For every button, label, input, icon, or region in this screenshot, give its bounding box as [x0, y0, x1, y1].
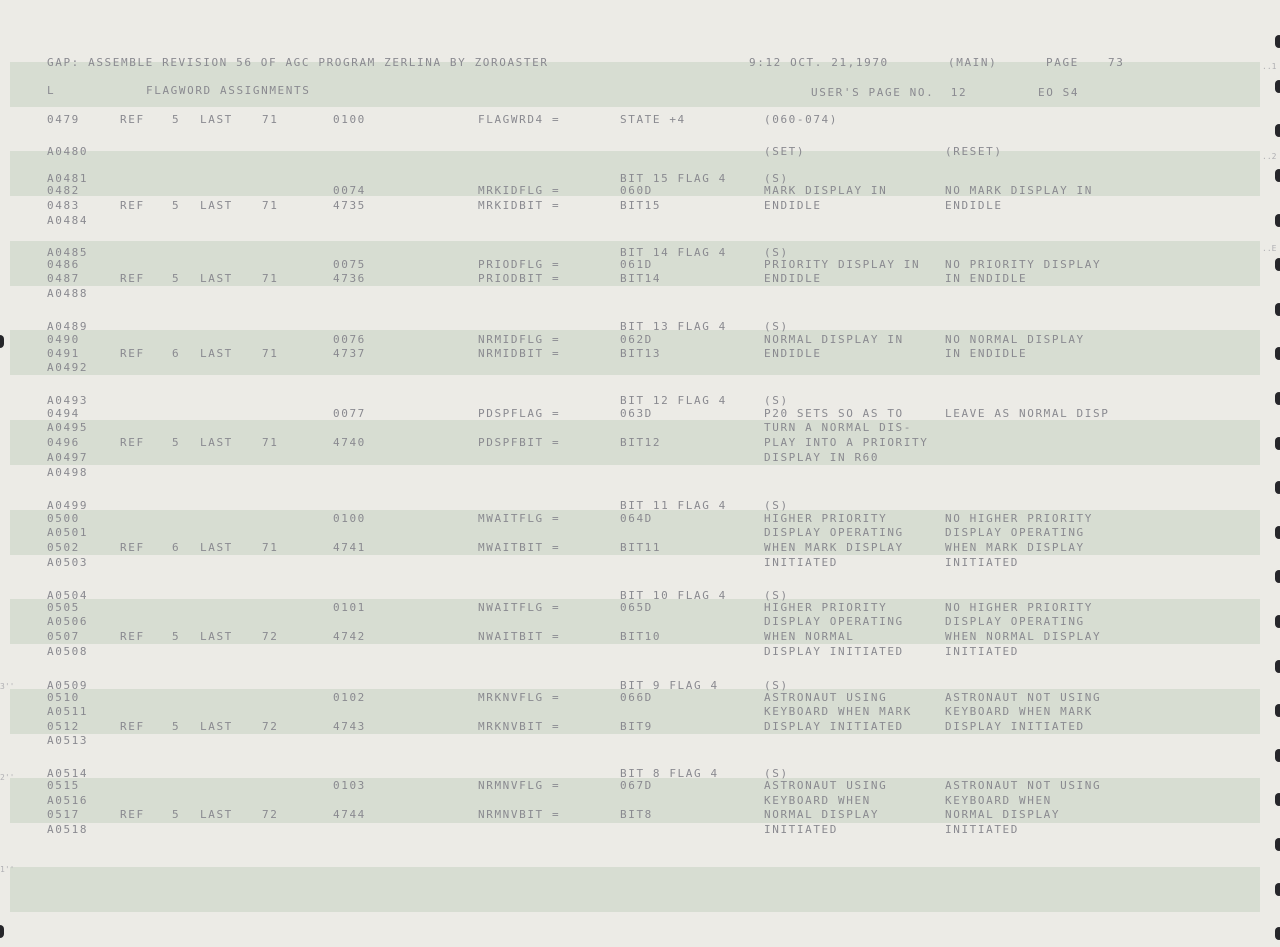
octal-code: 4735 [333, 199, 366, 212]
line-location: A0509 [47, 679, 89, 692]
comment-set: KEYBOARD WHEN MARK [764, 705, 913, 718]
last-line: 71 [262, 199, 279, 212]
comment-reset: ASTRONAUT NOT USING [945, 779, 1102, 792]
line-location: 0496 [47, 436, 80, 449]
line-location: A0493 [47, 394, 89, 407]
listing-row [0, 146, 1280, 161]
comment-reset: WHEN NORMAL DISPLAY [945, 630, 1102, 643]
ref-label: REF [120, 630, 145, 643]
users-page-number: USER'S PAGE NO. 12 [811, 86, 968, 99]
comment-set: ENDIDLE [764, 199, 822, 212]
comment-reset: NORMAL DISPLAY [945, 808, 1061, 821]
octal-code: 0101 [333, 601, 366, 614]
last-line: 72 [262, 630, 279, 643]
comment-set: (S) [764, 246, 789, 259]
feed-hole [1275, 660, 1280, 673]
symbol-equate: MRKIDBIT = [478, 199, 561, 212]
last-line: 72 [262, 720, 279, 733]
line-location: 0486 [47, 258, 80, 271]
listing-row [0, 602, 1280, 617]
comment-reset: NO HIGHER PRIORITY [945, 512, 1094, 525]
octal-code: 0074 [333, 184, 366, 197]
listing-row [0, 200, 1280, 215]
feed-hole [0, 925, 4, 938]
line-location: A0492 [47, 361, 89, 374]
comment-set: ASTRONAUT USING [764, 691, 888, 704]
listing-row [0, 780, 1280, 795]
equate-value: BIT10 [620, 630, 662, 643]
equate-value: 061D [620, 258, 653, 271]
comment-reset: ASTRONAUT NOT USING [945, 691, 1102, 704]
symbol-equate: NWAITFLG = [478, 601, 561, 614]
comment-set: ENDIDLE [764, 347, 822, 360]
line-location: A0503 [47, 556, 89, 569]
equate-value: 065D [620, 601, 653, 614]
comment-set: DISPLAY IN R60 [764, 451, 880, 464]
margin-tick: 3'' [0, 682, 15, 691]
symbol-equate: MWAITFLG = [478, 512, 561, 525]
comment-set: HIGHER PRIORITY [764, 601, 888, 614]
last-line: 71 [262, 541, 279, 554]
comment-reset: DISPLAY OPERATING [945, 526, 1085, 539]
equate-value: BIT 8 FLAG 4 [620, 767, 719, 780]
equate-value: BIT 15 FLAG 4 [620, 172, 727, 185]
equate-value: 060D [620, 184, 653, 197]
green-bar [10, 867, 1260, 912]
equate-value: BIT 12 FLAG 4 [620, 394, 727, 407]
line-location: 0483 [47, 199, 80, 212]
margin-tick: ..2 [1262, 152, 1277, 161]
line-location: 0482 [47, 184, 80, 197]
symbol-equate: NRMIDFLG = [478, 333, 561, 346]
ref-label: REF [120, 272, 145, 285]
ref-count: 6 [172, 541, 181, 554]
feed-hole [1275, 615, 1280, 628]
eo-marker: EO S4 [1038, 86, 1080, 99]
line-location: A0518 [47, 823, 89, 836]
line-location: A0514 [47, 767, 89, 780]
listing-row [0, 824, 1280, 839]
feed-hole [1275, 883, 1280, 896]
listing-row [0, 467, 1280, 482]
symbol-equate: PRIODBIT = [478, 272, 561, 285]
comment-set: NORMAL DISPLAY IN [764, 333, 904, 346]
equate-value: STATE +4 [620, 113, 686, 126]
comment-set: DISPLAY OPERATING [764, 615, 904, 628]
octal-code: 4742 [333, 630, 366, 643]
equate-value: BIT 11 FLAG 4 [620, 499, 727, 512]
comment-set: (S) [764, 499, 789, 512]
comment-set: DISPLAY INITIATED [764, 645, 904, 658]
feed-hole [1275, 927, 1280, 940]
comment-reset: ENDIDLE [945, 199, 1003, 212]
symbol-equate: MWAITBIT = [478, 541, 561, 554]
ref-count: 5 [172, 199, 181, 212]
comment-set: (S) [764, 589, 789, 602]
line-location: A0480 [47, 145, 89, 158]
feed-hole [1275, 481, 1280, 494]
last-label: LAST [200, 199, 233, 212]
listing-row [0, 646, 1280, 661]
line-location: 0507 [47, 630, 80, 643]
listing-row [0, 422, 1280, 437]
line-location: 0479 [47, 113, 80, 126]
comment-reset: INITIATED [945, 556, 1020, 569]
listing-row [0, 557, 1280, 572]
comment-reset: IN ENDIDLE [945, 347, 1028, 360]
ref-count: 5 [172, 808, 181, 821]
listing-title: GAP: ASSEMBLE REVISION 56 OF AGC PROGRAM ZERLINA BY ZOROASTER [47, 56, 549, 69]
equate-value: BIT 14 FLAG 4 [620, 246, 727, 259]
comment-reset: INITIATED [945, 645, 1020, 658]
last-label: LAST [200, 113, 233, 126]
listing-row [0, 215, 1280, 230]
line-location: 0491 [47, 347, 80, 360]
line-location: A0481 [47, 172, 89, 185]
symbol-equate: MRKNVBIT = [478, 720, 561, 733]
ref-count: 6 [172, 347, 181, 360]
line-location: A0488 [47, 287, 89, 300]
ref-label: REF [120, 113, 145, 126]
comment-reset: KEYBOARD WHEN MARK [945, 705, 1094, 718]
line-location: A0498 [47, 466, 89, 479]
line-location: 0517 [47, 808, 80, 821]
comment-reset: INITIATED [945, 823, 1020, 836]
symbol-equate: FLAGWRD4 = [478, 113, 561, 126]
line-location: A0508 [47, 645, 89, 658]
comment-set: MARK DISPLAY IN [764, 184, 888, 197]
equate-value: BIT 9 FLAG 4 [620, 679, 719, 692]
print-mode: (MAIN) [948, 56, 998, 69]
last-label: LAST [200, 272, 233, 285]
comment-set: P20 SETS SO AS TO [764, 407, 904, 420]
equate-value: BIT13 [620, 347, 662, 360]
listing-row [0, 408, 1280, 423]
line-location: A0516 [47, 794, 89, 807]
comment-reset: (RESET) [945, 145, 1003, 158]
symbol-equate: NRMNVFLG = [478, 779, 561, 792]
line-location: 0510 [47, 691, 80, 704]
feed-hole [1275, 793, 1280, 806]
symbol-equate: NWAITBIT = [478, 630, 561, 643]
symbol-equate: PDSPFLAG = [478, 407, 561, 420]
listing-row [0, 437, 1280, 452]
feed-hole [1275, 214, 1280, 227]
listing-row [0, 348, 1280, 363]
comment-set: (SET) [764, 145, 806, 158]
comment-reset: LEAVE AS NORMAL DISP [945, 407, 1110, 420]
symbol-equate: MRKNVFLG = [478, 691, 561, 704]
octal-code: 0076 [333, 333, 366, 346]
symbol-equate: MRKIDFLG = [478, 184, 561, 197]
margin-tick: 2'' [0, 773, 15, 782]
margin-tick: 1'' [0, 865, 15, 874]
equate-value: 062D [620, 333, 653, 346]
equate-value: BIT 10 FLAG 4 [620, 589, 727, 602]
octal-code: 0077 [333, 407, 366, 420]
octal-code: 4740 [333, 436, 366, 449]
section-title: FLAGWORD ASSIGNMENTS [146, 84, 311, 97]
feed-hole [0, 335, 4, 348]
comment-set: INITIATED [764, 556, 839, 569]
line-location: A0484 [47, 214, 89, 227]
feed-hole [1275, 169, 1280, 182]
listing-row [0, 288, 1280, 303]
line-location: A0495 [47, 421, 89, 434]
line-location: A0504 [47, 589, 89, 602]
line-location: 0494 [47, 407, 80, 420]
comment-reset: DISPLAY INITIATED [945, 720, 1085, 733]
comment-reset: IN ENDIDLE [945, 272, 1028, 285]
comment-set: PLAY INTO A PRIORITY [764, 436, 929, 449]
feed-hole [1275, 258, 1280, 271]
octal-code: 4736 [333, 272, 366, 285]
comment-set: (060-074) [764, 113, 839, 126]
feed-hole [1275, 526, 1280, 539]
ref-label: REF [120, 436, 145, 449]
listing-row [0, 513, 1280, 528]
comment-set: TURN A NORMAL DIS- [764, 421, 913, 434]
ref-count: 5 [172, 630, 181, 643]
feed-hole [1275, 80, 1280, 93]
line-location: A0501 [47, 526, 89, 539]
symbol-equate: NRMIDBIT = [478, 347, 561, 360]
last-label: LAST [200, 808, 233, 821]
equate-value: BIT 13 FLAG 4 [620, 320, 727, 333]
octal-code: 0075 [333, 258, 366, 271]
feed-hole [1275, 35, 1280, 48]
comment-reset: DISPLAY OPERATING [945, 615, 1085, 628]
page-number: 73 [1108, 56, 1125, 69]
comment-reset: NO PRIORITY DISPLAY [945, 258, 1102, 271]
feed-hole [1275, 570, 1280, 583]
symbol-equate: PRIODFLG = [478, 258, 561, 271]
equate-value: 063D [620, 407, 653, 420]
listing-row [0, 362, 1280, 377]
line-location: A0485 [47, 246, 89, 259]
listing-row [0, 527, 1280, 542]
line-location: 0500 [47, 512, 80, 525]
octal-code: 0100 [333, 113, 366, 126]
equate-value: BIT15 [620, 199, 662, 212]
listing-row [0, 452, 1280, 467]
symbol-equate: PDSPFBIT = [478, 436, 561, 449]
comment-set: WHEN MARK DISPLAY [764, 541, 904, 554]
feed-hole [1275, 392, 1280, 405]
equate-value: BIT9 [620, 720, 653, 733]
line-location: 0487 [47, 272, 80, 285]
last-label: LAST [200, 720, 233, 733]
comment-set: ENDIDLE [764, 272, 822, 285]
comment-set: (S) [764, 394, 789, 407]
ref-label: REF [120, 541, 145, 554]
print-datetime: 9:12 OCT. 21,1970 [749, 56, 889, 69]
page-label: PAGE [1046, 56, 1079, 69]
last-label: LAST [200, 630, 233, 643]
comment-set: HIGHER PRIORITY [764, 512, 888, 525]
ref-label: REF [120, 199, 145, 212]
line-location: 0515 [47, 779, 80, 792]
listing-row [0, 114, 1280, 129]
comment-set: (S) [764, 767, 789, 780]
line-location: A0506 [47, 615, 89, 628]
ref-label: REF [120, 720, 145, 733]
listing-row [0, 631, 1280, 646]
comment-reset: KEYBOARD WHEN [945, 794, 1052, 807]
line-location: A0511 [47, 705, 89, 718]
comment-set: INITIATED [764, 823, 839, 836]
equate-value: 067D [620, 779, 653, 792]
last-label: LAST [200, 436, 233, 449]
octal-code: 4741 [333, 541, 366, 554]
feed-hole [1275, 437, 1280, 450]
margin-tick: ..1 [1262, 62, 1277, 71]
comment-set: (S) [764, 320, 789, 333]
line-location: 0502 [47, 541, 80, 554]
comment-reset: NO NORMAL DISPLAY [945, 333, 1085, 346]
last-line: 71 [262, 272, 279, 285]
feed-hole [1275, 749, 1280, 762]
margin-tick: ..E [1262, 244, 1277, 253]
feed-hole [1275, 838, 1280, 851]
symbol-equate: NRMNVBIT = [478, 808, 561, 821]
octal-code: 4737 [333, 347, 366, 360]
comment-set: DISPLAY OPERATING [764, 526, 904, 539]
ref-count: 5 [172, 113, 181, 126]
equate-value: BIT12 [620, 436, 662, 449]
line-location: A0499 [47, 499, 89, 512]
comment-set: PRIORITY DISPLAY IN [764, 258, 921, 271]
line-location: 0505 [47, 601, 80, 614]
ref-label: REF [120, 347, 145, 360]
comment-set: KEYBOARD WHEN [764, 794, 871, 807]
line-location: 0490 [47, 333, 80, 346]
line-marker: L [47, 84, 56, 97]
line-location: A0497 [47, 451, 89, 464]
line-location: A0489 [47, 320, 89, 333]
listing-row [0, 542, 1280, 557]
comment-reset: NO HIGHER PRIORITY [945, 601, 1094, 614]
equate-value: BIT11 [620, 541, 662, 554]
comment-reset: NO MARK DISPLAY IN [945, 184, 1094, 197]
listing-row [0, 273, 1280, 288]
listing-row [0, 809, 1280, 824]
last-line: 71 [262, 436, 279, 449]
comment-set: DISPLAY INITIATED [764, 720, 904, 733]
ref-count: 5 [172, 436, 181, 449]
last-line: 71 [262, 347, 279, 360]
feed-hole [1275, 347, 1280, 360]
last-label: LAST [200, 541, 233, 554]
listing-row [0, 706, 1280, 721]
comment-set: WHEN NORMAL [764, 630, 855, 643]
listing-row [0, 721, 1280, 736]
listing-row [0, 735, 1280, 750]
octal-code: 4743 [333, 720, 366, 733]
equate-value: BIT14 [620, 272, 662, 285]
last-label: LAST [200, 347, 233, 360]
listing-row [0, 185, 1280, 200]
ref-label: REF [120, 808, 145, 821]
comment-reset: WHEN MARK DISPLAY [945, 541, 1085, 554]
line-location: A0513 [47, 734, 89, 747]
feed-hole [1275, 704, 1280, 717]
octal-code: 0100 [333, 512, 366, 525]
equate-value: BIT8 [620, 808, 653, 821]
ref-count: 5 [172, 720, 181, 733]
last-line: 71 [262, 113, 279, 126]
line-location: 0512 [47, 720, 80, 733]
comment-set: NORMAL DISPLAY [764, 808, 880, 821]
comment-set: (S) [764, 679, 789, 692]
feed-hole [1275, 124, 1280, 137]
last-line: 72 [262, 808, 279, 821]
octal-code: 0102 [333, 691, 366, 704]
equate-value: 066D [620, 691, 653, 704]
octal-code: 4744 [333, 808, 366, 821]
comment-set: ASTRONAUT USING [764, 779, 888, 792]
octal-code: 0103 [333, 779, 366, 792]
equate-value: 064D [620, 512, 653, 525]
comment-set: (S) [764, 172, 789, 185]
ref-count: 5 [172, 272, 181, 285]
feed-hole [1275, 303, 1280, 316]
listing-row [0, 616, 1280, 631]
